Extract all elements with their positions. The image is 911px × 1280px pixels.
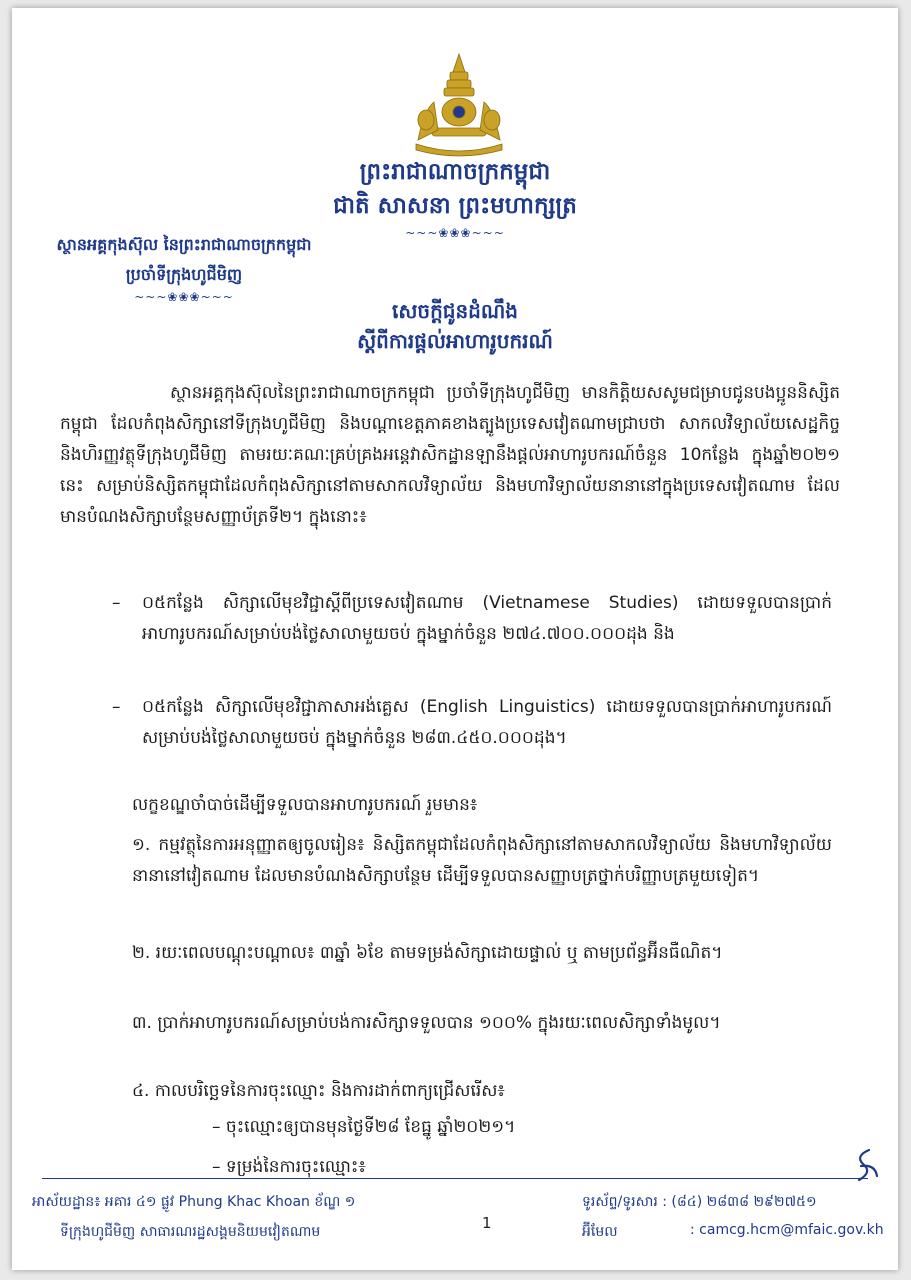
footer-address-line1: អាស័យដ្ឋាន៖ អគារ ៤១ ផ្លូវ Phung Khac Khoan ខ័ណ្ឌ ១ <box>32 1194 356 1210</box>
footer-email-address[interactable]: : camcg.hcm@mfaic.gov.kh <box>690 1222 884 1238</box>
notice-subtitle: ស្តីពីការផ្តល់អាហារូបករណ៍ <box>357 329 553 353</box>
ornament-divider: ~~~❀❀❀~~~ <box>405 226 505 240</box>
consulate-name: ស្ថានអគ្គកុងស៊ុល នៃព្រះរាជាណាចក្រកម្ពុជា <box>56 235 312 254</box>
footer-email <box>582 1222 884 1243</box>
document-page <box>12 8 898 1270</box>
footer-phone: ទូរស័ព្ទ/ទូរសារ : (៨៤) ២៨៣៨ ២៩២៧៥១ <box>582 1194 817 1210</box>
condition-item: ១. កម្មវត្ថុនៃការអនុញ្ញាតឲ្យចូលរៀន៖ និស្សិតកម្ពុជាដែលកំពុងសិក្សានៅតាមសាកលវិទ្យាល័យ និងមហាវិទ្យាល័យនានានៅវៀតណាម ដែលមានបំណងសិក្សាបន្ថែម ដើម្បីទទួលបានសញ្ញាបត្រថ្នាក់បរិញ្ញាបត្រមួយទៀត។ <box>132 835 832 886</box>
bullet-text: ០៥កន្លែង សិក្សាលើមុខវិជ្ជាស្តីពីប្រទេសវៀតណាម (Vietnamese Studies) ដោយទទួលបានប្រាក់អាហារូបករណ៍សម្រាប់បង់ថ្លៃសាលាមួយចប់ ក្នុងម្នាក់ចំនួន ២៧៤.៧០០.០០០ដុង និង <box>142 593 832 644</box>
notice-title: សេចក្តីជូនដំណឹង <box>392 299 518 323</box>
intro-paragraph: ស្ថានអគ្គកុងស៊ុលនៃព្រះរាជាណាចក្រកម្ពុជា ប្រចាំទីក្រុងហូជីមិញ មានកិត្តិយសសូមជម្រាបជូនបងប្អូននិស្សិតកម្ពុជា ដែលកំពុងសិក្សានៅទីក្រុងហូជីមិញ និងបណ្តាខេត្តភាគខាងត្បូងប្រទេសវៀតណាមជ្រាបថា សាកលវិទ្យាល័យសេដ្ឋកិច្ច និងហិរញ្ញវត្ថុទីក្រុងហូជីមិញ តាមរយៈគណៈគ្រប់គ្រងអន្តេវាសិកដ្ឋានឡានឹងផ្តល់អាហារូបករណ៍ចំនួន 10កន្លែង ក្នុងឆ្នាំ២០២១ នេះ សម្រាប់និស្សិតកម្ពុជាដែលកំពុងសិក្សានៅតាមសាកលវិទ្យាល័យ និងមហាវិទ្យាល័យនានានៅក្នុងប្រទេសវៀតណាម ដែលមានបំណងសិក្សាបន្ថែមសញ្ញាប័ត្រទី២។ ក្នុងនោះ៖ <box>60 383 840 527</box>
consulate-city: ប្រចាំទីក្រុងហូជីមិញ <box>125 265 243 284</box>
bullet-text: ០៥កន្លែង សិក្សាលើមុខវិជ្ជាភាសាអង់គ្លេស (English Linguistics) ដោយទទួលបានប្រាក់អាហារូបករណ៍សម្រាប់បង់ថ្លៃសាលាមួយចប់ ក្នុងម្នាក់ចំនួន ២៨៣.៤៥០.០០០ដុង។ <box>142 697 832 748</box>
footer-divider <box>42 1178 868 1179</box>
footer-address-line2: ទីក្រុងហូជីមិញ សាធារណរដ្ឋសង្គមនិយមវៀតណាម <box>60 1224 321 1240</box>
conditions-heading: លក្ខខណ្ឌចាំបាច់ដើម្បីទទួលបានអាហារូបករណ៍ រួមមាន៖ <box>132 795 478 815</box>
condition-item: ៣. ប្រាក់អាហារូបករណ៍សម្រាប់បង់ការសិក្សាទទួលបាន ១០០% ក្នុងរយៈពេលសិក្សាទាំងមូល។ <box>132 1013 721 1033</box>
bullet-item <box>112 692 832 754</box>
page-number: 1 <box>482 1214 492 1232</box>
bullet-dash: – <box>112 593 121 613</box>
royal-coat-of-arms-icon <box>404 50 514 160</box>
bullet-item <box>112 588 832 650</box>
initial-signature-icon <box>847 1146 881 1186</box>
registration-deadline: – ចុះឈ្មោះឲ្យបានមុនថ្ងៃទី២៨ ខែធ្នូ ឆ្នាំ២០២១។ <box>212 1117 516 1137</box>
national-motto: ជាតិ សាសនា ព្រះមហាក្សត្រ <box>333 193 577 219</box>
registration-form-item: – ទម្រង់នៃការចុះឈ្មោះ៖ <box>212 1157 366 1177</box>
condition-item: ៤. កាលបរិច្ឆេទនៃការចុះឈ្មោះ និងការដាក់ពាក្យជ្រើសរើស៖ <box>132 1081 505 1101</box>
ornament-divider-small: ~~~❀❀❀~~~ <box>134 290 234 304</box>
footer-email-label: អ៊ីមែល <box>582 1224 618 1240</box>
bullet-dash: – <box>112 697 121 717</box>
kingdom-title: ព្រះរាជាណាចក្រកម្ពុជា <box>359 159 551 185</box>
condition-item: ២. រយៈពេលបណ្តុះបណ្តាល៖ ៣ឆ្នាំ ៦ខែ តាមទម្រង់សិក្សាដោយផ្ទាល់ ឬ តាមប្រព័ន្ធអ៊ីនធឺណិត។ <box>132 943 723 963</box>
